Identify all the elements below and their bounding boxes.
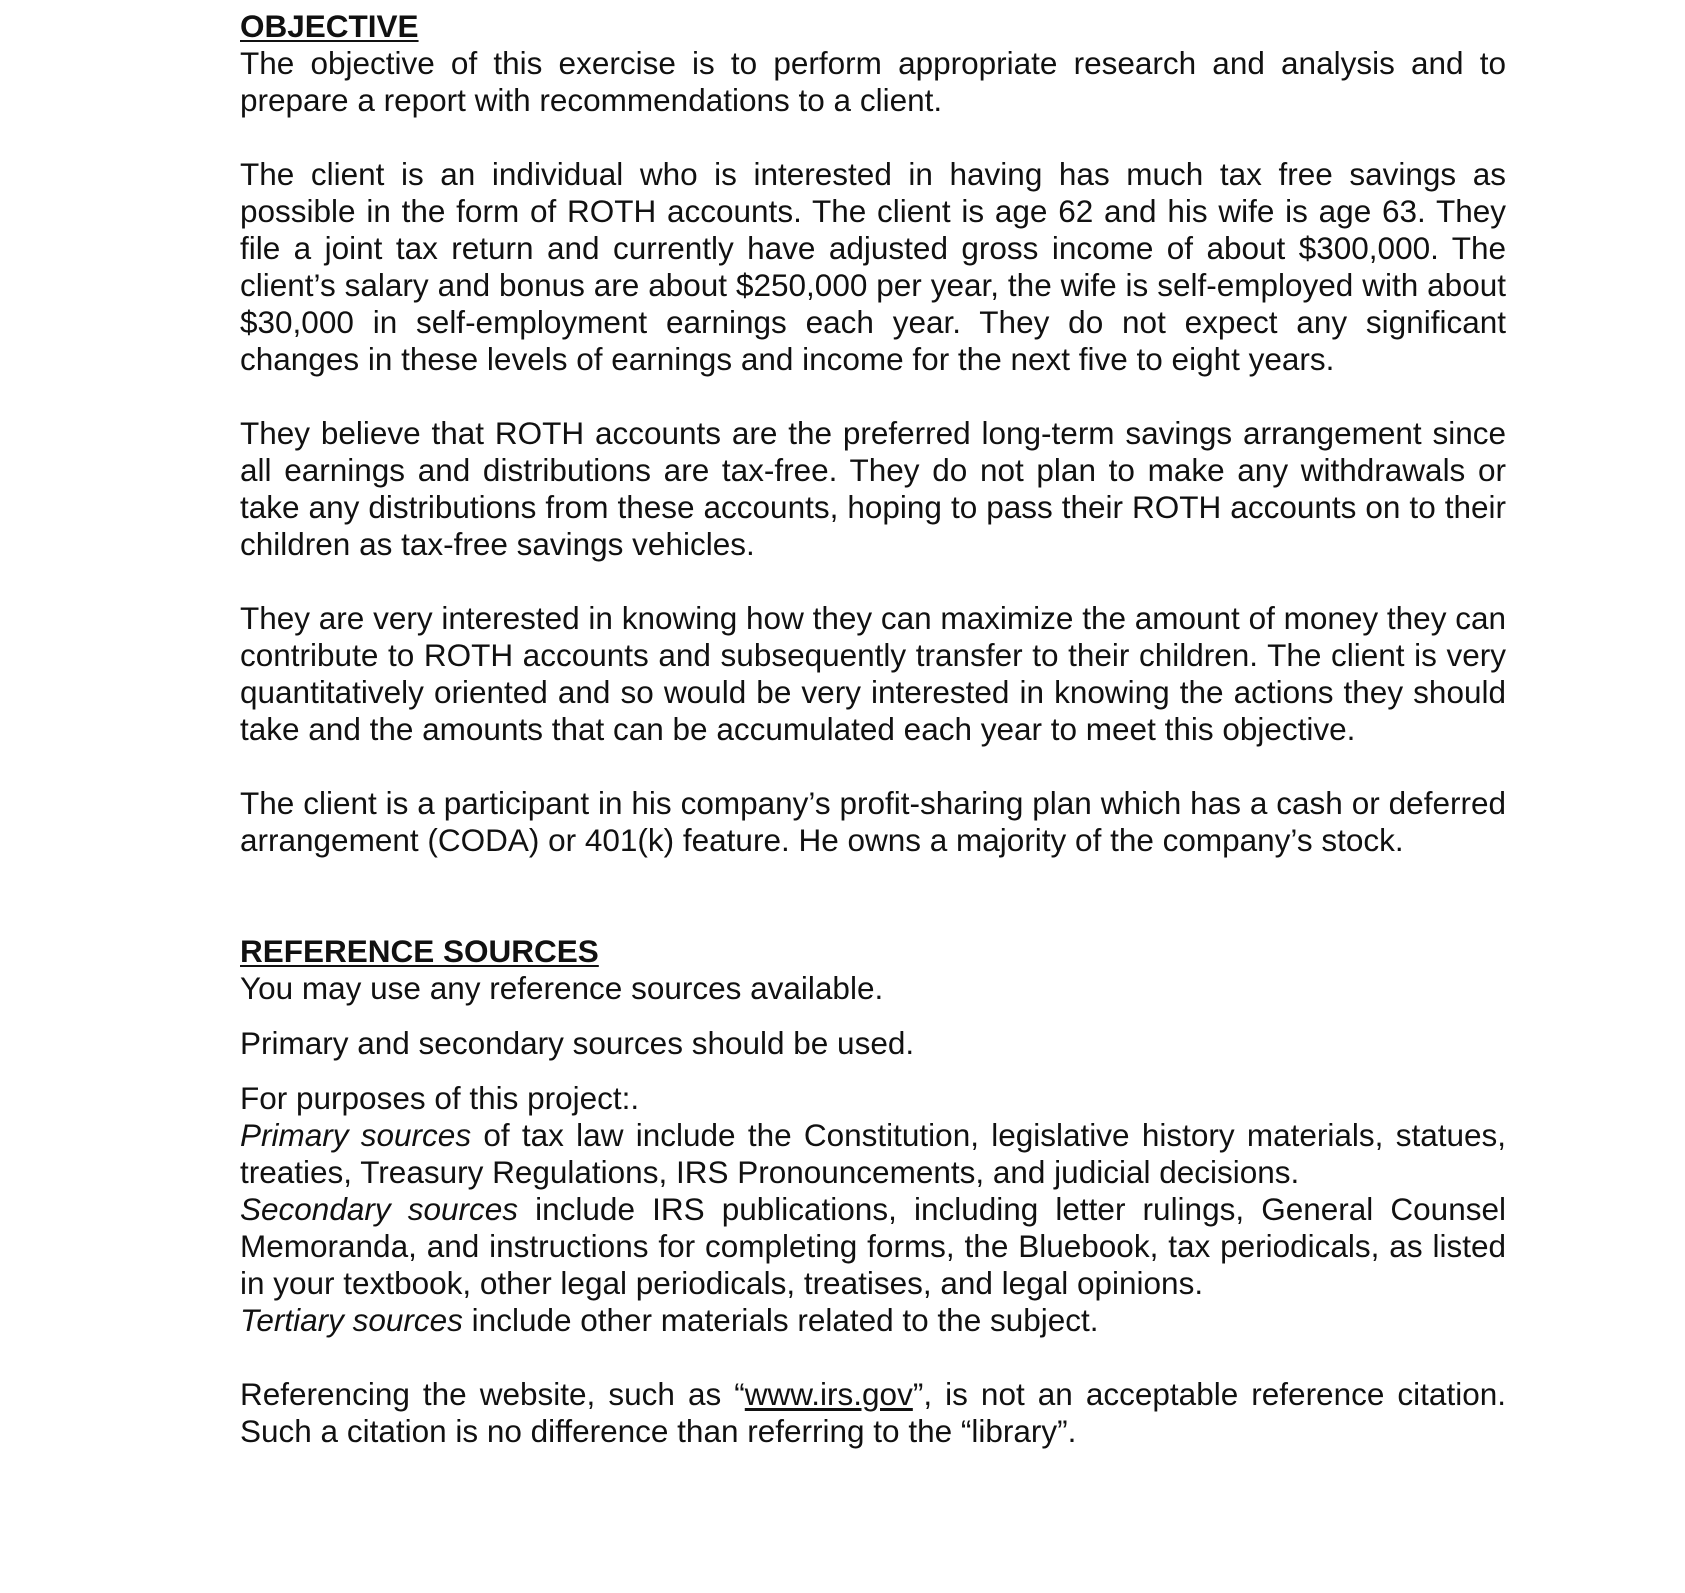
secondary-sources-definition [240, 1191, 1506, 1302]
primary-sources-definition [240, 1117, 1506, 1191]
client-profile-paragraph: The client is an individual who is interested in having has much tax free savings as possible in the form of ROTH accounts. The client is age 62 and his wife is age 63. They file a joint tax return and currently have adjusted gross income of about $300,000. The client’s salary and bonus are about $250,000 per year, the wife is self-employed with about $30,000 in self-employment earnings each year. They do not expect any significant changes in these levels of earnings and income for the next five to eight years. [240, 156, 1506, 377]
secondary-sources-text: include IRS publications, including letter rulings, General Counsel Memoranda, and instructions for completing forms, the Bluebook, tax periodicals, as listed in your textbook, other legal periodicals, treatises, and legal opinions. [240, 1191, 1506, 1301]
primary-sources-text: of tax law include the Constitution, legislative history materials, statues, treaties, Treasury Regulations, IRS Pronouncements, and judicial decisions. [240, 1117, 1507, 1190]
citation-text-before: Referencing the website, such as “ [240, 1376, 745, 1412]
document-page [240, 8, 1506, 1450]
objective-paragraph: The objective of this exercise is to perform appropriate research and analysis and to prepare a report with recommendations to a client. [240, 45, 1506, 118]
objective-heading: OBJECTIVE [240, 8, 419, 44]
irs-website-link[interactable]: www.irs.gov [744, 1376, 913, 1412]
profit-sharing-paragraph: The client is a participant in his company’s profit-sharing plan which has a cash or deferred arrangement (CODA) or 401(k) feature. He owns a majority of the company’s stock. [240, 785, 1506, 858]
citation-paragraph [240, 1376, 1506, 1450]
reference-line-purposes: For purposes of this project:. [240, 1080, 640, 1116]
primary-sources-term: Primary sources [240, 1117, 472, 1153]
tertiary-sources-text: include other materials related to the subject. [462, 1302, 1099, 1338]
tertiary-sources-term: Tertiary sources [240, 1302, 463, 1338]
secondary-sources-term: Secondary sources [240, 1191, 519, 1227]
reference-sources-heading: REFERENCE SOURCES [240, 933, 599, 969]
maximize-contribution-paragraph: They are very interested in knowing how they can maximize the amount of money they can contribute to ROTH accounts and subsequently transfer to their children. The client is very quantitatively oriented and so would be very interested in knowing the actions they should take and the amounts that can be accumulated each year to meet this objective. [240, 600, 1506, 747]
reference-line-primary-secondary: Primary and secondary sources should be used. [240, 1025, 915, 1061]
tertiary-sources-definition [240, 1302, 1506, 1339]
roth-belief-paragraph: They believe that ROTH accounts are the preferred long-term savings arrangement since all earnings and distributions are tax-free. They do not plan to make any withdrawals or take any distributions from these accounts, hoping to pass their ROTH accounts on to their children as tax-free savings vehicles. [240, 415, 1506, 562]
reference-line-any-sources: You may use any reference sources available. [240, 970, 884, 1006]
citation-text-after: ”, is not an acceptable reference citation. Such a citation is no difference than referring to the “library”. [240, 1376, 1506, 1449]
